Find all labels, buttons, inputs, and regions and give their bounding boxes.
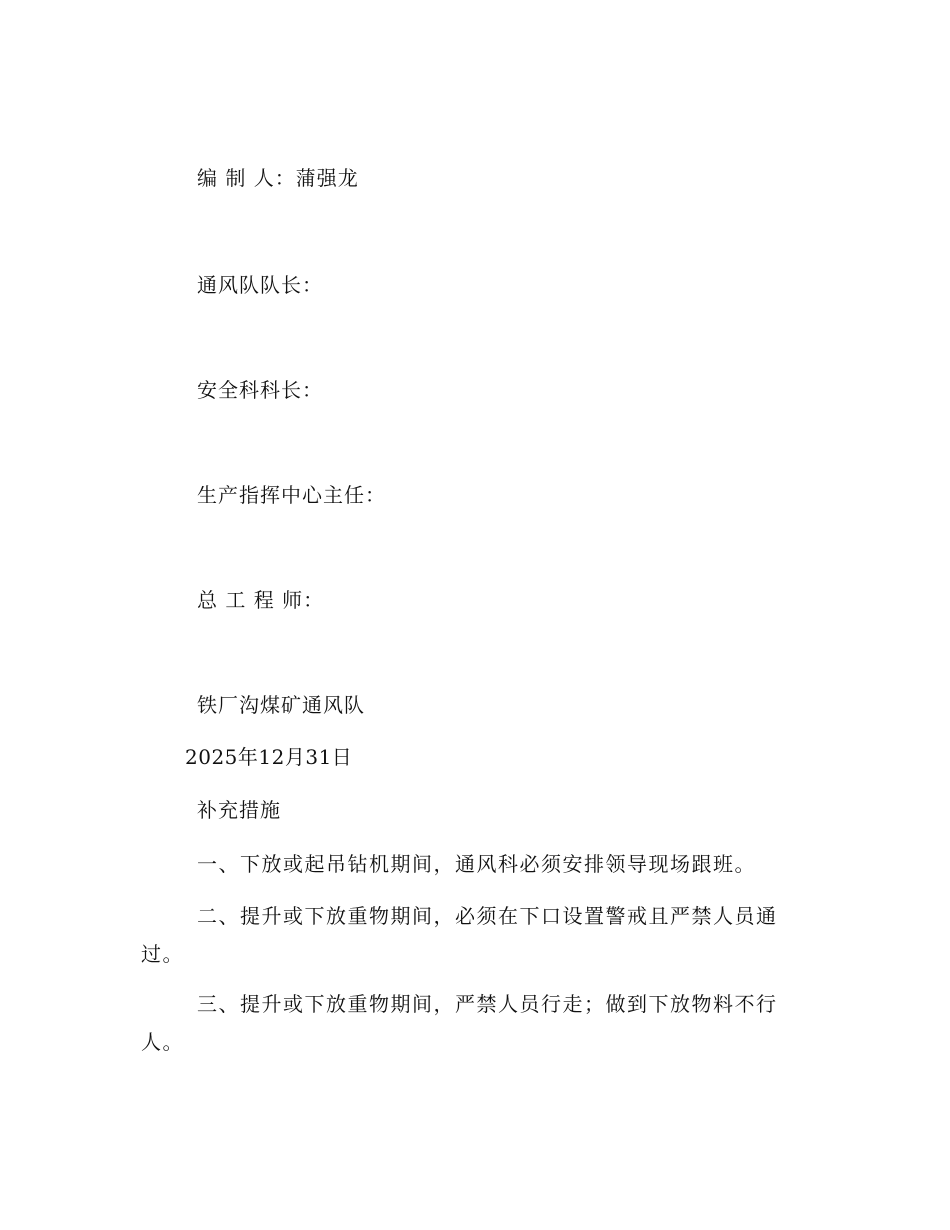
supplement-heading: 补充措施 <box>197 798 281 822</box>
document-date: 2025年12月31日 <box>185 745 353 769</box>
chief-engineer-line: 总 工 程 师： <box>197 588 325 612</box>
safety-chief-line: 安全科科长： <box>197 378 323 402</box>
ventilation-captain-line: 通风队队长： <box>197 273 323 297</box>
organization-name: 铁厂沟煤矿通风队 <box>197 693 365 717</box>
compiler-line: 编 制 人：蒲强龙 <box>197 166 359 190</box>
supplement-item-2: 二、提升或下放重物期间，必须在下口设置警戒且严禁人员通过。 <box>141 904 778 966</box>
supplement-item-1: 一、下放或起吊钻机期间，通风科必须安排领导现场跟班。 <box>197 852 756 876</box>
supplement-item-3: 三、提升或下放重物期间，严禁人员行走；做到下放物料不行人。 <box>141 992 778 1054</box>
production-director-line: 生产指挥中心主任： <box>197 483 386 507</box>
